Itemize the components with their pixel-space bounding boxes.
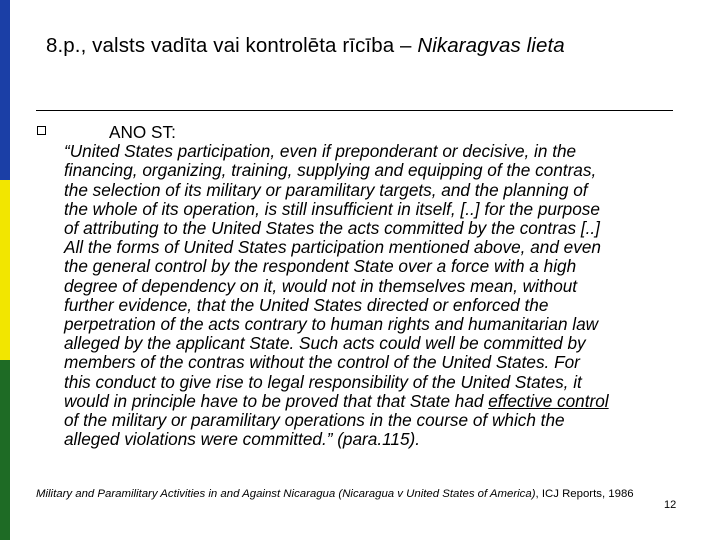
quote-line: “United States participation, even if preponderant or decisive, in the <box>64 141 577 162</box>
quote-line: the selection of its military or paramilitary targets, and the planning of <box>64 179 588 200</box>
quote-lines-after <box>64 411 714 449</box>
quote-lines-before <box>64 142 714 392</box>
quote-line: All the forms of United States participation mentioned above, and even <box>64 237 601 258</box>
quote-heading: ANO ST: <box>109 122 176 142</box>
quote-line-underlined <box>64 392 714 411</box>
citation-case-name: Military and Paramilitary Activities in and Against Nicaragua (Nicaragua v United States of America) <box>36 488 536 500</box>
slide-title-plain: 8.p., valsts vadīta vai kontrolēta rīcība – <box>46 34 418 57</box>
slide-title-italic: Nikaragvas lieta <box>417 34 565 57</box>
quote-line-text: would in principle have to be proved that that State had <box>64 390 489 411</box>
square-bullet-icon <box>37 126 46 135</box>
quote-block <box>64 123 714 449</box>
quote-line: alleged by the applicant State. Such acts could well be committed by <box>64 333 586 354</box>
quote-line: degree of dependency on it, would not in themselves mean, without <box>64 275 578 296</box>
page-number: 12 <box>664 499 677 511</box>
accent-strip-blue <box>0 0 10 180</box>
quote-line: of the military or paramilitary operations in the course of which the <box>64 410 565 431</box>
slide-title <box>46 34 565 58</box>
quote-line: members of the contras without the control of the United States. For <box>64 352 580 373</box>
quote-line: the whole of its operation, is still insufficient in itself, [..] for the purpose <box>64 198 600 219</box>
title-divider <box>36 110 673 111</box>
quote-line: this conduct to give rise to legal responsibility of the United States, it <box>64 371 582 392</box>
citation-footer <box>36 488 634 500</box>
quote-line: financing, organizing, training, supplying and equipping of the contras, <box>64 160 597 181</box>
accent-strip-green <box>0 360 10 540</box>
accent-strip-yellow <box>0 180 10 360</box>
citation-report: , ICJ Reports, 1986 <box>535 488 634 500</box>
quote-line: the general control by the respondent State over a force with a high <box>64 256 577 277</box>
quote-line: perpetration of the acts contrary to human rights and humanitarian law <box>64 314 599 335</box>
effective-control-text: effective control <box>488 390 609 411</box>
quote-line: further evidence, that the United States directed or enforced the <box>64 294 549 315</box>
quote-line: of attributing to the United States the acts committed by the contras [..] <box>64 218 600 239</box>
quote-line: alleged violations were committed.” (para.115). <box>64 429 421 450</box>
